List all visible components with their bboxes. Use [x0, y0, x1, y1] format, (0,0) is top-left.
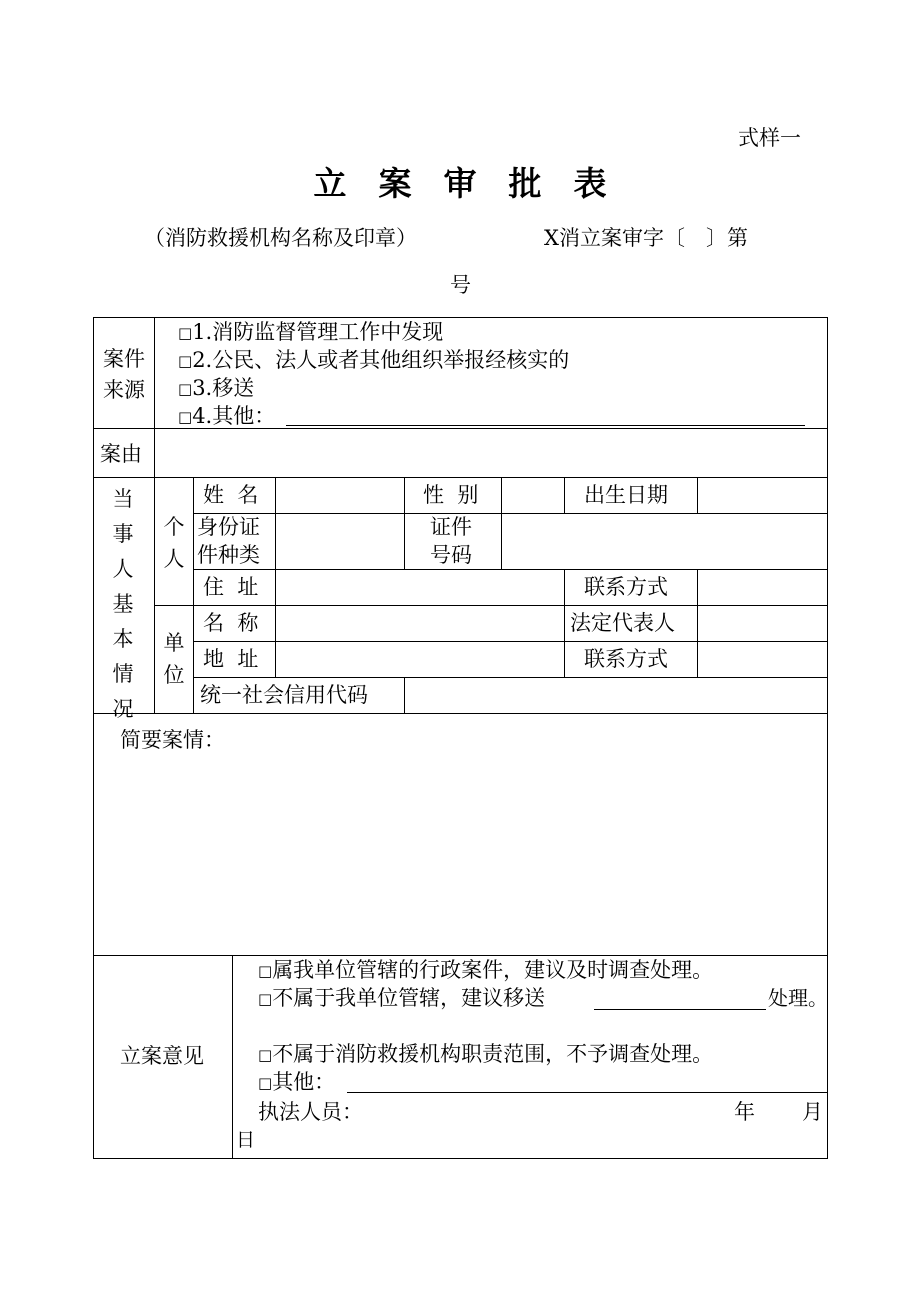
individual-label: 个人 [163, 515, 185, 571]
other-opinion-underline [347, 1092, 828, 1093]
row-divider [93, 477, 828, 478]
column-divider [564, 569, 565, 677]
name-label: 姓 名 [203, 483, 259, 507]
column-divider [275, 477, 276, 677]
column-divider [404, 477, 405, 569]
address-label: 住 址 [203, 575, 259, 599]
agency-name: （消防救援机构名称及印章） [144, 226, 417, 250]
contact-label: 联系方式 [584, 575, 668, 599]
document-number: X消立案审字〔 〕第 [544, 226, 748, 250]
row-divider [193, 641, 828, 642]
column-divider [154, 317, 155, 713]
source-option-1: □ 1.消防监督管理工作中发现 [178, 318, 443, 347]
other-source-underline [286, 425, 805, 426]
column-divider [404, 677, 405, 713]
style-label: 式样一 [738, 126, 801, 150]
opinion-option-1: □ 属我单位管辖的行政案件，建议及时调查处理。 [258, 956, 713, 985]
row-divider [193, 513, 828, 514]
column-divider [697, 569, 698, 677]
column-divider [501, 477, 502, 569]
cause-label: 案由 [100, 442, 142, 466]
column-divider [232, 955, 233, 1159]
source-label: 案件来源 [103, 347, 145, 402]
source-option-3: □ 3.移送 [178, 374, 254, 403]
day-label: 日 [236, 1129, 256, 1151]
column-divider [193, 477, 194, 713]
transfer-suffix: 处理。 [768, 986, 828, 1010]
row-divider [154, 605, 828, 606]
row-divider [93, 713, 828, 714]
unit-name-label: 名 称 [203, 611, 259, 635]
opinion-option-3: □ 不属于消防救援机构职责范围，不予调查处理。 [258, 1040, 713, 1069]
gender-label: 性 别 [423, 483, 479, 507]
source-option-4: □ 4.其他： [178, 402, 275, 431]
unit-address-label: 地 址 [203, 647, 259, 671]
column-divider [697, 477, 698, 513]
month-label: 月 [802, 1100, 823, 1124]
opinion-option-2: □ 不属于我单位管辖，建议移送 [258, 984, 545, 1013]
document-number-suffix: 号 [450, 273, 471, 297]
birth-date-label: 出生日期 [584, 483, 668, 507]
id-number-label: 证件号码 [430, 515, 472, 567]
opinion-option-4: □ 其他： [258, 1068, 335, 1097]
source-option-2: □ 2.公民、法人或者其他组织举报经核实的 [178, 346, 569, 375]
row-divider [193, 569, 828, 570]
row-divider [193, 677, 828, 678]
officer-label: 执法人员： [258, 1100, 363, 1124]
credit-code-label: 统一社会信用代码 [200, 683, 368, 707]
opinion-label: 立案意见 [120, 1044, 204, 1068]
unit-label: 单位 [163, 631, 185, 687]
year-label: 年 [734, 1100, 755, 1124]
page-title: 立案审批表 [313, 164, 639, 203]
party-label: 当事人基本情况 [112, 487, 134, 721]
legal-rep-label: 法定代表人 [570, 611, 675, 635]
transfer-underline [594, 1009, 766, 1010]
id-type-label: 身份证件种类 [197, 515, 260, 567]
unit-contact-label: 联系方式 [584, 647, 668, 671]
summary-label: 简要案情： [120, 728, 225, 752]
column-divider [564, 477, 565, 513]
